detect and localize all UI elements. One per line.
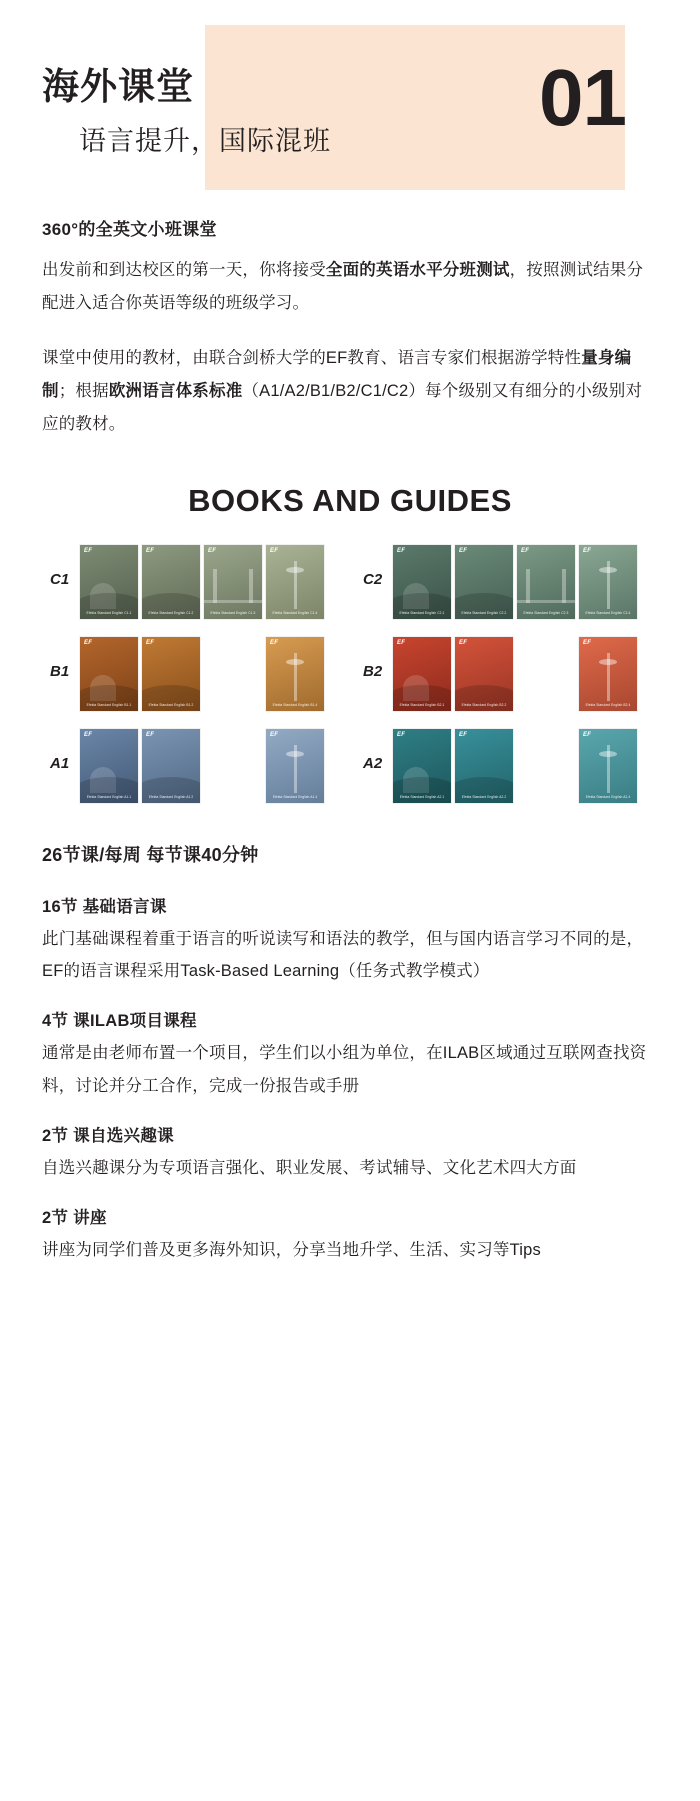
cover-list bbox=[80, 545, 337, 619]
ef-logo: EF bbox=[270, 640, 279, 646]
cover-caption: Efekta Standard English B2.2 bbox=[461, 703, 507, 707]
cover-caption: Efekta Standard English A1.4 bbox=[272, 795, 318, 799]
cover-caption: Efekta Standard English A2.2 bbox=[461, 795, 507, 799]
intro-heading: 360°的全英文小班课堂 bbox=[42, 220, 217, 239]
level-label: B1 bbox=[50, 663, 70, 680]
book-cover[interactable] bbox=[579, 637, 637, 711]
level-block bbox=[50, 637, 337, 711]
book-cover[interactable] bbox=[455, 729, 513, 803]
cover-art bbox=[142, 545, 200, 619]
ef-logo: EF bbox=[208, 548, 217, 554]
level-label: A2 bbox=[363, 755, 383, 772]
cover-art bbox=[455, 545, 513, 619]
cover-caption: Efekta Standard English C1.4 bbox=[272, 611, 318, 615]
cover-list bbox=[80, 637, 337, 711]
cover-placeholder bbox=[204, 637, 262, 711]
intro-p2-part-1: 课堂中使用的教材，由联合剑桥大学的EF教育、语言专家们根据游学特性 bbox=[42, 349, 582, 367]
cover-art bbox=[455, 637, 513, 711]
schedule-item-title: 2节 讲座 bbox=[42, 1208, 107, 1227]
cover-caption: Efekta Standard English B1.4 bbox=[272, 703, 318, 707]
schedule-item-body: 此门基础课程着重于语言的听说读写和语法的教学，但与国内语言学习不同的是，EF的语言课程采用Task-Based Learning（任务式教学模式） bbox=[42, 930, 644, 981]
book-cover[interactable] bbox=[80, 637, 138, 711]
bottom-spacer bbox=[42, 1286, 658, 1316]
schedule-item-title: 4节 课ILAB项目课程 bbox=[42, 1012, 197, 1031]
schedule-section bbox=[0, 841, 700, 1316]
schedule-item bbox=[42, 893, 658, 987]
books-grid bbox=[42, 545, 658, 803]
cover-art bbox=[266, 637, 324, 711]
cover-caption: Efekta Standard English C1.1 bbox=[86, 611, 132, 615]
cover-art bbox=[579, 545, 637, 619]
schedule-item-title: 2节 课自选兴趣课 bbox=[42, 1126, 174, 1145]
level-block bbox=[363, 637, 650, 711]
cover-list bbox=[393, 545, 650, 619]
books-row bbox=[50, 637, 650, 711]
ef-logo: EF bbox=[397, 732, 406, 738]
cover-caption: Efekta Standard English B1.2 bbox=[148, 703, 194, 707]
intro-p1-part-2: ，按照测试结果分配进入适合你英语等级的班级学习。 bbox=[42, 261, 644, 312]
ef-logo: EF bbox=[583, 732, 592, 738]
cover-caption: Efekta Standard English C2.4 bbox=[585, 611, 631, 615]
schedule-item-body: 通常是由老师布置一个项目，学生们以小组为单位，在ILAB区域通过互联网查找资料，讨论并分工合作，完成一份报告或手册 bbox=[42, 1044, 647, 1095]
cover-art bbox=[266, 545, 324, 619]
ef-logo: EF bbox=[459, 548, 468, 554]
ef-logo: EF bbox=[146, 732, 155, 738]
book-cover[interactable] bbox=[393, 637, 451, 711]
book-cover[interactable] bbox=[393, 729, 451, 803]
level-label: C1 bbox=[50, 571, 70, 588]
book-cover[interactable] bbox=[80, 545, 138, 619]
book-cover[interactable] bbox=[142, 637, 200, 711]
level-label: A1 bbox=[50, 755, 70, 772]
cover-art bbox=[517, 545, 575, 619]
cover-list bbox=[393, 729, 650, 803]
level-block bbox=[363, 729, 650, 803]
cover-art bbox=[579, 637, 637, 711]
intro-paragraph-2 bbox=[42, 342, 658, 441]
cover-caption: Efekta Standard English B2.1 bbox=[399, 703, 445, 707]
schedule-item-body: 讲座为同学们普及更多海外知识，分享当地升学、生活、实习等Tips bbox=[42, 1240, 541, 1259]
schedule-item-body: 自选兴趣课分为专项语言强化、职业发展、考试辅导、文化艺术四大方面 bbox=[42, 1158, 577, 1177]
ef-logo: EF bbox=[84, 548, 93, 554]
cover-placeholder bbox=[517, 637, 575, 711]
schedule-item bbox=[42, 1204, 658, 1266]
book-cover[interactable] bbox=[266, 545, 324, 619]
schedule-item bbox=[42, 1007, 658, 1101]
ef-logo: EF bbox=[146, 640, 155, 646]
cover-art bbox=[142, 637, 200, 711]
intro-p2-bold-2: 欧洲语言体系标准 bbox=[108, 382, 243, 400]
book-cover[interactable] bbox=[80, 729, 138, 803]
book-cover[interactable] bbox=[142, 545, 200, 619]
cover-caption: Efekta Standard English A2.4 bbox=[585, 795, 631, 799]
book-cover[interactable] bbox=[266, 637, 324, 711]
ef-logo: EF bbox=[459, 732, 468, 738]
ef-logo: EF bbox=[146, 548, 155, 554]
level-label: B2 bbox=[363, 663, 383, 680]
cover-art bbox=[393, 637, 451, 711]
cover-art bbox=[80, 637, 138, 711]
ef-logo: EF bbox=[583, 548, 592, 554]
page-title: 海外课堂 bbox=[42, 66, 194, 107]
ef-logo: EF bbox=[583, 640, 592, 646]
cover-art bbox=[80, 545, 138, 619]
intro-p1-bold: 全面的英语水平分班测试 bbox=[325, 261, 510, 279]
book-cover[interactable] bbox=[204, 545, 262, 619]
book-cover[interactable] bbox=[455, 637, 513, 711]
ef-logo: EF bbox=[459, 640, 468, 646]
ef-logo: EF bbox=[521, 548, 530, 554]
cover-art bbox=[266, 729, 324, 803]
book-cover[interactable] bbox=[579, 545, 637, 619]
book-cover[interactable] bbox=[579, 729, 637, 803]
books-title: BOOKS AND GUIDES bbox=[188, 483, 512, 518]
cover-caption: Efekta Standard English C1.3 bbox=[210, 611, 256, 615]
cover-list bbox=[393, 637, 650, 711]
cover-list bbox=[80, 729, 337, 803]
cover-art bbox=[393, 729, 451, 803]
books-section bbox=[0, 483, 700, 803]
cover-art bbox=[204, 545, 262, 619]
cover-caption: Efekta Standard English B1.1 bbox=[86, 703, 132, 707]
cover-caption: Efekta Standard English C2.3 bbox=[523, 611, 569, 615]
cover-placeholder bbox=[517, 729, 575, 803]
intro-paragraph-1 bbox=[42, 254, 658, 320]
page-header bbox=[0, 0, 700, 215]
book-cover[interactable] bbox=[266, 729, 324, 803]
level-block bbox=[363, 545, 650, 619]
cover-art bbox=[142, 729, 200, 803]
cover-caption: Efekta Standard English B2.4 bbox=[585, 703, 631, 707]
cover-art bbox=[579, 729, 637, 803]
schedule-item bbox=[42, 1122, 658, 1184]
schedule-item-title: 16节 基础语言课 bbox=[42, 898, 167, 916]
intro-p2-part-3: （A1/A2/B1/B2/C1/C2）每个级别又有细分的小级别对应的教材。 bbox=[42, 382, 643, 433]
cover-caption: Efekta Standard English C2.2 bbox=[461, 611, 507, 615]
ef-logo: EF bbox=[84, 732, 93, 738]
intro-section bbox=[0, 215, 700, 441]
page-subtitle: 语言提升，国际混班 bbox=[79, 125, 331, 156]
intro-p2-part-2: ；根据 bbox=[58, 382, 109, 400]
book-cover[interactable] bbox=[517, 545, 575, 619]
ef-logo: EF bbox=[84, 640, 93, 646]
ef-logo: EF bbox=[397, 548, 406, 554]
books-row bbox=[50, 729, 650, 803]
book-cover[interactable] bbox=[393, 545, 451, 619]
books-row bbox=[50, 545, 650, 619]
cover-art bbox=[80, 729, 138, 803]
cover-art bbox=[455, 729, 513, 803]
section-number: 01 bbox=[539, 53, 626, 142]
level-label: C2 bbox=[363, 571, 383, 588]
intro-p2-bold-1: 量身编制 bbox=[42, 349, 632, 400]
cover-placeholder bbox=[204, 729, 262, 803]
cover-caption: Efekta Standard English A1.2 bbox=[148, 795, 194, 799]
schedule-summary: 26节课/每周 每节课40分钟 bbox=[42, 845, 259, 865]
cover-caption: Efekta Standard English C2.1 bbox=[399, 611, 445, 615]
header-text-group bbox=[42, 66, 331, 158]
cover-caption: Efekta Standard English A2.1 bbox=[399, 795, 445, 799]
cover-caption: Efekta Standard English A1.1 bbox=[86, 795, 132, 799]
book-cover[interactable] bbox=[142, 729, 200, 803]
ef-logo: EF bbox=[270, 548, 279, 554]
book-cover[interactable] bbox=[455, 545, 513, 619]
level-block bbox=[50, 545, 337, 619]
cover-art bbox=[393, 545, 451, 619]
intro-p1-part-1: 出发前和到达校区的第一天，你将接受 bbox=[42, 261, 326, 279]
level-block bbox=[50, 729, 337, 803]
ef-logo: EF bbox=[397, 640, 406, 646]
cover-caption: Efekta Standard English C1.2 bbox=[148, 611, 194, 615]
ef-logo: EF bbox=[270, 732, 279, 738]
